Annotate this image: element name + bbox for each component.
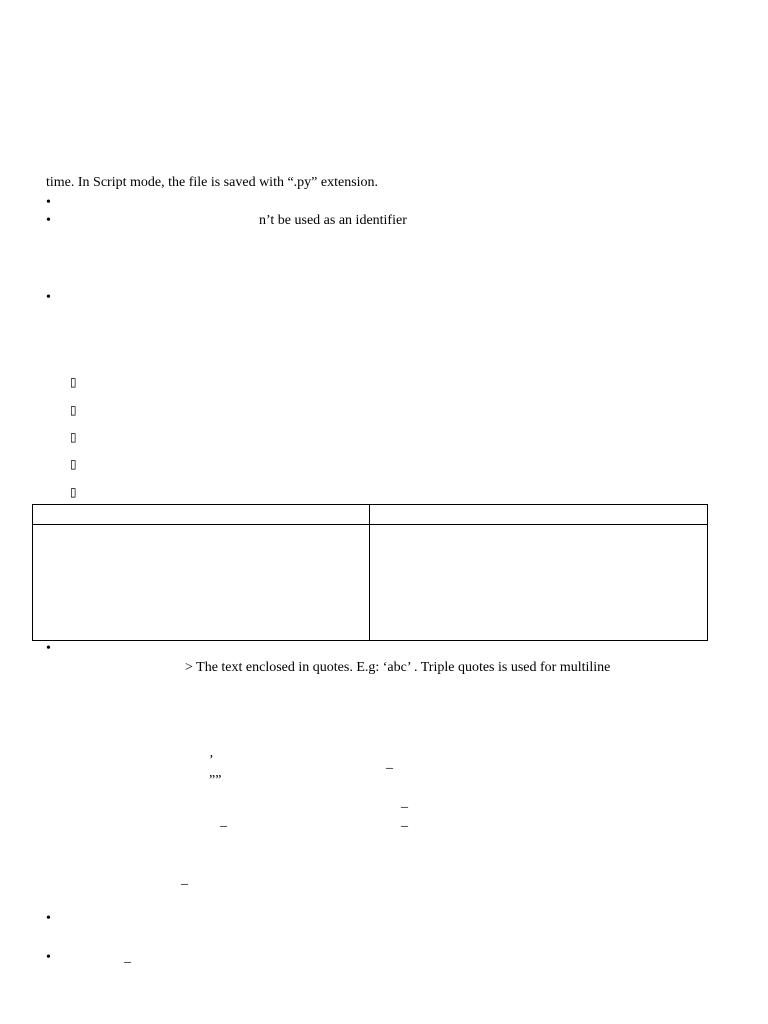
apostrophe-fragment: ’ xyxy=(209,753,214,768)
missing-glyph-icon: ▯ xyxy=(70,375,77,389)
underscore-fragment: _ xyxy=(124,950,131,965)
underscore-fragment: _ xyxy=(220,814,227,829)
quotes-fragment: ”” xyxy=(209,773,222,788)
identifier-line: n’t be used as an identifier xyxy=(259,213,407,228)
table-cell xyxy=(370,525,708,641)
table-cell xyxy=(33,525,370,641)
table-header-cell xyxy=(370,505,708,525)
script-mode-line: time. In Script mode, the file is saved with “.py” extension. xyxy=(46,175,379,190)
underscore-fragment: _ xyxy=(401,814,408,829)
bullet-1: • xyxy=(46,195,51,210)
missing-glyph-icon: ▯ xyxy=(70,403,77,417)
missing-glyph-icon: ▯ xyxy=(70,485,77,499)
bullet-4: • xyxy=(46,641,51,656)
table-header-cell xyxy=(33,505,370,525)
underscore-fragment: _ xyxy=(401,795,408,810)
bullet-2: • xyxy=(46,213,51,228)
underscore-fragment: _ xyxy=(181,872,188,887)
bullet-6: • xyxy=(46,950,51,965)
strings-line: > The text enclosed in quotes. E.g: ‘abc’ . Triple quotes is used for multiline xyxy=(185,660,611,675)
missing-glyph-icon: ▯ xyxy=(70,457,77,471)
underscore-fragment: _ xyxy=(386,756,393,771)
bullet-5: • xyxy=(46,911,51,926)
empty-table xyxy=(32,504,708,641)
bullet-3: • xyxy=(46,290,51,305)
missing-glyph-icon: ▯ xyxy=(70,430,77,444)
